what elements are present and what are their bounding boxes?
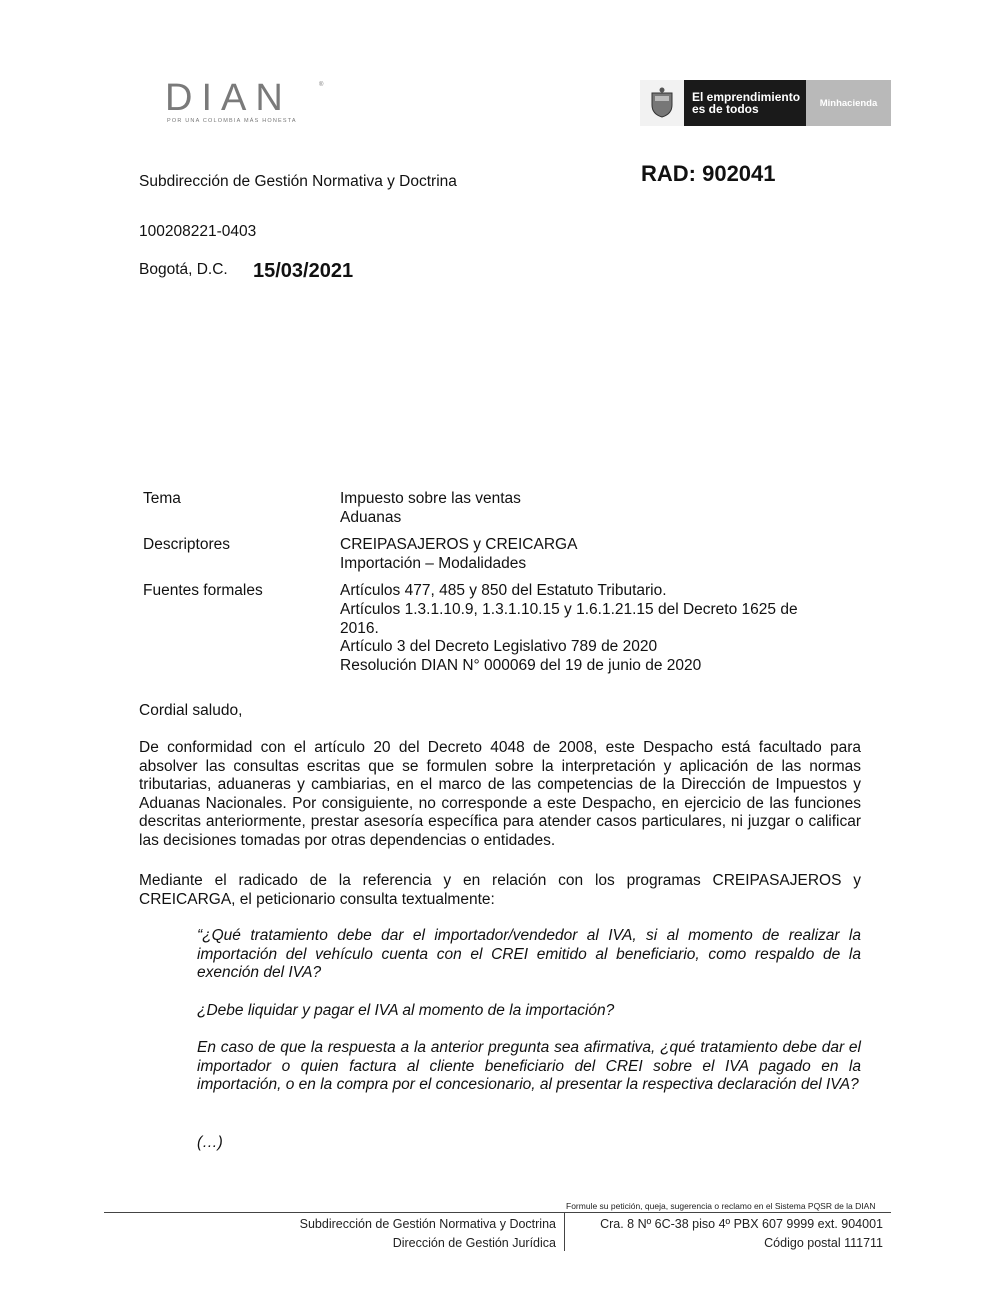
footer-office-line1: Subdirección de Gestión Normativa y Doctrina [299,1217,556,1231]
meta-value-line: Artículos 477, 485 y 850 del Estatuto Tributario. [340,582,667,600]
metadata-table [143,490,830,675]
rad-number: RAD: 902041 [641,161,776,186]
gov-slogan-line2: es de todos [692,102,759,116]
reference-number: 100208221-0403 [139,223,257,240]
footer-vertical-divider [564,1213,565,1251]
footer-pqsr-note: Formule su petición, queja, sugerencia o reclamo en el Sistema PQSR de la DIAN [566,1201,876,1211]
meta-value [340,536,830,573]
greeting: Cordial saludo, [139,702,243,719]
paragraph: De conformidad con el artículo 20 del Decreto 4048 de 2008, este Despacho está facultado para absolver las consultas escritas que se formulen sobre la interpretación y aplicación de las normas tributarias, aduaneras y cambiarias, en el marco de las competencias de la Dirección de Impuestos y Aduanas Nacionales. Por consiguiente, no corresponde a este Despacho, en ejercicio de las funciones descritas anteriormente, prestar asesoría específica para atender casos particulares, ni juzgar o calificar las decisiones tomadas por otras dependencias o entidades. [139,739,861,849]
meta-key: Fuentes formales [143,582,263,600]
meta-value [340,490,830,527]
dian-logo-tagline: POR UNA COLOMBIA MÁS HONESTA [167,118,297,124]
quote-ellipsis: (…) [197,1134,223,1151]
meta-value-line: Artículo 3 del Decreto Legislativo 789 de 2020 [340,638,658,656]
gov-slogan-line1: El emprendimiento [692,90,801,104]
meta-value-line: Resolución DIAN N° 000069 del 19 de junio de 2020 [340,656,702,674]
meta-value-line: Importación – Modalidades [340,554,527,572]
table-row [143,582,830,675]
ministry-name: Minhacienda [806,80,891,126]
meta-value-line: Aduanas [340,508,402,526]
quoted-question: ¿Debe liquidar y pagar el IVA al momento de la importación? [197,1002,615,1019]
government-logo [640,80,891,126]
coat-of-arms-icon [640,80,684,126]
footer-office [250,1215,556,1253]
meta-value-line: CREIPASAJEROS y CREICARGA [340,536,578,554]
meta-key: Descriptores [143,536,230,554]
city: Bogotá, D.C. [139,261,228,278]
quoted-question: En caso de que la respuesta a la anterior pregunta sea afirmativa, ¿qué tratamiento debe dar el importador o quien factura al cliente beneficiario del CREI sobre el IVA pagado en la importación, o en la compra por el concesionario, al presentar la respectiva declaración del IVA? [197,1039,861,1094]
meta-value [340,582,830,675]
footer-office-line2: Dirección de Gestión Jurídica [392,1236,556,1250]
paragraph: Mediante el radicado de la referencia y en relación con los programas CREIPASAJEROS y CREICARGA, el peticionario consulta textualmente: [139,872,861,908]
table-row [143,536,830,573]
dian-logo [165,77,325,128]
footer-divider [104,1212,891,1213]
footer-address [570,1215,883,1253]
subdirection-heading: Subdirección de Gestión Normativa y Doctrina [139,173,457,190]
meta-value-line: Artículos 1.3.1.10.9, 1.3.1.10.15 y 1.6.1.21.15 del Decreto 1625 de 2016. [340,600,798,637]
table-row [143,490,830,527]
registered-mark-icon: ® [319,82,324,88]
quoted-question: “¿Qué tratamiento debe dar el importador/vendedor al IVA, si al momento de realizar la importación del vehículo cuenta con el CREI emitido al beneficiario, como respaldo de la exención del IVA? [197,927,861,982]
footer-address-line2: Código postal 111711 [764,1236,883,1250]
footer-address-line1: Cra. 8 Nº 6C-38 piso 4º PBX 607 9999 ext. 904001 [600,1217,883,1231]
gov-slogan [684,80,806,126]
meta-key: Tema [143,490,181,507]
dian-logo-wordmark: DIAN [165,77,292,119]
letter-date: 15/03/2021 [253,260,354,282]
meta-value-line: Impuesto sobre las ventas [340,490,521,507]
